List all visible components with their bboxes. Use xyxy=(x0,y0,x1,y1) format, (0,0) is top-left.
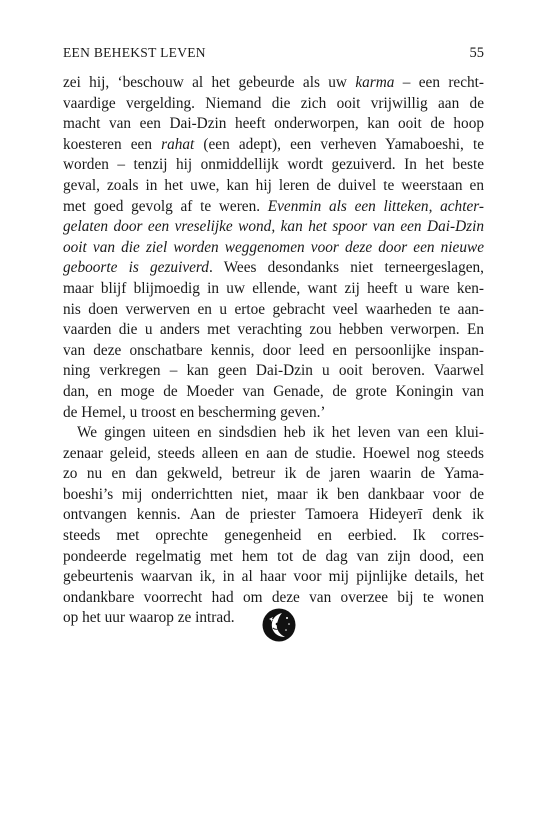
text-run: pondeerde regelmatig met hem tot de dag van zijn dood, een xyxy=(63,547,484,565)
text-line xyxy=(63,526,484,547)
text-line xyxy=(63,197,484,218)
text-line xyxy=(63,464,484,485)
text-line xyxy=(63,94,484,115)
text-run: zei hij, ‘beschouw al het gebeurde als uw xyxy=(63,74,356,91)
text-run: zo nu en dan gekweld, betreur ik de jaren waarin de Yama- xyxy=(63,465,484,483)
text-line xyxy=(63,217,484,238)
text-line xyxy=(63,361,484,382)
text-line xyxy=(63,485,484,506)
text-run: – een recht- xyxy=(394,74,485,91)
text-line xyxy=(63,279,484,300)
text-run: boeshi’s mij onderrichtten niet, maar ik ben dankbaar voor de xyxy=(63,485,484,503)
text-line xyxy=(63,547,484,568)
text-run: koesteren een xyxy=(63,135,162,153)
text-run: ondankbare voorrecht had om deze van overzee bij te wonen xyxy=(63,588,484,606)
paragraph xyxy=(63,73,484,423)
text-run: nis doen verwerven en u ertoe gebracht veel waarheden te aan- xyxy=(63,300,484,318)
text-line xyxy=(63,238,484,259)
text-line xyxy=(63,341,484,362)
text-run: met goed gevolg af te weren. xyxy=(63,197,268,215)
italic-text: ooit van die ziel worden weggenomen voor deze door een nieuwe xyxy=(63,238,484,256)
text-run: maar blijf blijmoedig in uw ellende, want zij heeft u ware ken- xyxy=(63,279,484,297)
text-line xyxy=(63,176,484,197)
text-run: steeds met oprechte genegenheid en eerbied. Ik corres- xyxy=(63,527,484,545)
italic-text: Evenmin als een litteken, achter- xyxy=(267,197,484,215)
text-line xyxy=(63,114,484,135)
text-run: gebeurtenis waarvan ik, in al haar voor mij pijnlijke details, het xyxy=(63,568,484,586)
text-line xyxy=(63,382,484,403)
italic-text: gelaten door een vreselijke wond, kan het spoor van een Dai-Dzin xyxy=(63,218,484,236)
text-run: de Hemel, u troost en bescherming geven.’ xyxy=(63,403,326,421)
text-line xyxy=(63,155,484,176)
text-line xyxy=(63,73,484,94)
text-run: We gingen uiteen en sindsdien heb ik het leven van een klui- xyxy=(77,424,484,442)
text-line xyxy=(63,444,484,465)
text-line xyxy=(63,567,484,588)
italic-text: rahat xyxy=(161,135,195,153)
text-line xyxy=(63,588,484,609)
text-run: dan, en moge de Moeder van Genade, de grote Koningin van xyxy=(63,382,484,400)
text-run: macht van een Dai-Dzin heeft onderworpen, kan ooit de hoop xyxy=(63,115,484,133)
text-run: ontvangen kennis. Aan de priester Tamoera Hideyerī denk ik xyxy=(63,506,484,524)
text-run: (een adept), een verheven Yamaboeshi, te xyxy=(194,135,484,153)
text-run: worden – tenzij hij onmiddellijk wordt gezuiverd. In het beste xyxy=(63,156,484,174)
italic-text: karma xyxy=(355,74,395,91)
text-line xyxy=(63,135,484,156)
text-line xyxy=(63,505,484,526)
text-run: zenaar geleid, steeds alleen en aan de studie. Hoewel nog steeds xyxy=(63,444,484,462)
paragraph xyxy=(63,423,484,629)
text-line xyxy=(63,423,484,444)
body-text xyxy=(63,73,484,629)
text-run: vaardige vergelding. Niemand die zich ooit vrijwillig aan de xyxy=(63,94,484,112)
italic-text: geboorte is gezuiverd xyxy=(63,259,209,277)
text-line xyxy=(63,403,484,424)
running-title: EEN BEHEKST LEVEN xyxy=(63,45,206,60)
text-line xyxy=(63,258,484,279)
page-number: 55 xyxy=(469,45,484,61)
text-line xyxy=(63,300,484,321)
moon-face-vignette-icon xyxy=(262,608,296,642)
text-run: geval, zoals in het uwe, kan hij leren de duivel te weerstaan en xyxy=(63,176,484,194)
text-run: vaarden die u anders met verachting zou hebben verworpen. En xyxy=(63,321,484,339)
text-run: op het uur waarop ze intrad. xyxy=(63,609,235,627)
text-run: ning verkregen – kan geen Dai-Dzin u ooit beroven. Vaarwel xyxy=(63,362,484,380)
text-run: . Wees desondanks niet terneergeslagen, xyxy=(208,259,484,277)
running-header xyxy=(63,45,484,62)
text-line xyxy=(63,320,484,341)
text-run: van deze onschatbare kennis, door leed en persoonlijke inspan- xyxy=(63,341,484,359)
